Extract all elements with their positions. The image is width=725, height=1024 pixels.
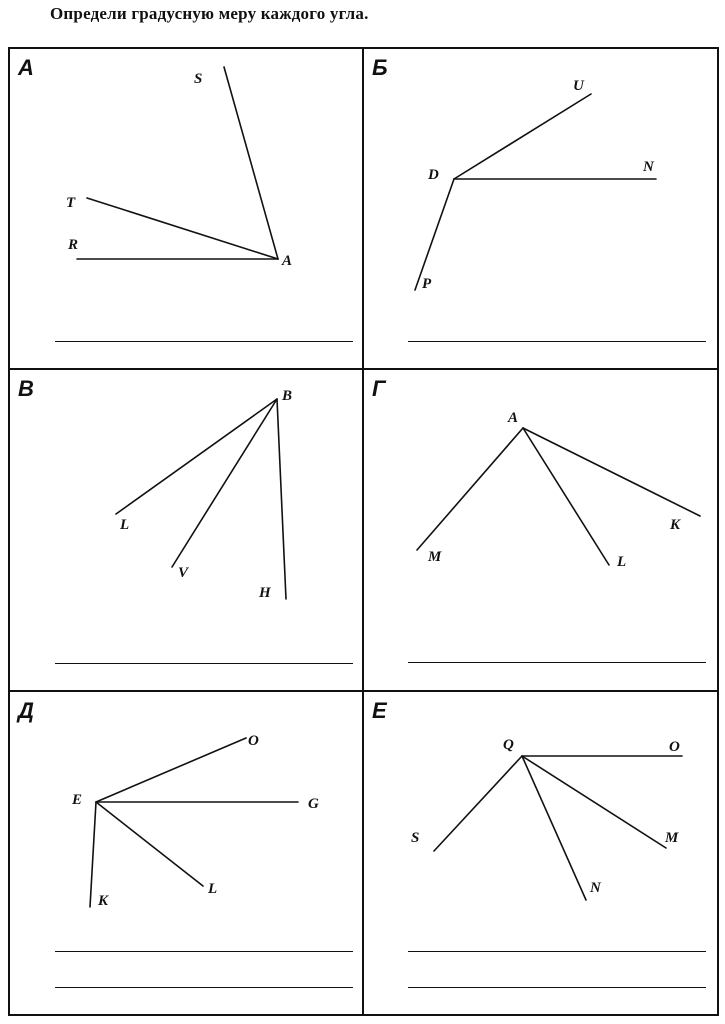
point-label: H (259, 585, 271, 601)
cell-a (10, 49, 364, 370)
point-label: A (508, 410, 519, 426)
point-label: G (308, 796, 319, 812)
cell-letter: Б (372, 55, 388, 80)
point-label: R (68, 237, 79, 253)
ray-qn (522, 756, 586, 900)
cell-letter: Е (372, 698, 387, 723)
angles-grid (8, 47, 719, 1016)
point-label: S (194, 71, 203, 87)
answer-line (408, 662, 706, 663)
ray-bh (277, 399, 286, 599)
ray-ek (90, 802, 96, 907)
answer-line (55, 341, 353, 342)
point-label: M (428, 549, 442, 565)
cell-letter: В (18, 376, 34, 401)
point-label: E (72, 792, 83, 808)
ray-ak (523, 428, 700, 516)
cell-e (364, 692, 719, 1014)
point-label: N (590, 880, 601, 896)
ray-eo (96, 738, 246, 802)
point-label: T (66, 195, 76, 211)
ray-dp (415, 179, 454, 290)
point-label: D (428, 167, 439, 183)
ray-bl (116, 399, 277, 514)
point-label: A (282, 253, 293, 269)
ray-du (454, 94, 591, 179)
angle-figure-v (10, 370, 362, 690)
point-label: L (208, 881, 218, 897)
cell-letter: Д (18, 698, 34, 723)
point-label: K (98, 893, 109, 909)
point-label: L (617, 554, 627, 570)
point-label: V (178, 565, 189, 581)
angle-figure-g (364, 370, 719, 690)
point-label: K (670, 517, 681, 533)
answer-line (408, 341, 706, 342)
point-label: U (573, 78, 584, 94)
ray-at (87, 198, 278, 259)
point-label: M (665, 830, 679, 846)
ray-am (417, 428, 523, 550)
cell-b (364, 49, 719, 370)
angle-figure-a (10, 49, 362, 368)
cell-v (10, 370, 364, 692)
answer-line (408, 987, 706, 988)
point-label: B (282, 388, 293, 404)
answer-line (55, 951, 353, 952)
ray-el (96, 802, 203, 886)
instruction-text: Определи градусную меру каждого угла. (50, 4, 369, 23)
ray-qs (434, 756, 522, 851)
point-label: O (669, 739, 680, 755)
point-label: P (422, 276, 432, 292)
cell-letter: Г (372, 376, 386, 401)
point-label: Q (503, 737, 514, 753)
angle-figure-d (10, 692, 362, 1012)
point-label: L (120, 517, 130, 533)
ray-bv (172, 399, 277, 567)
answer-line (55, 987, 353, 988)
cell-letter: А (18, 55, 34, 80)
point-label: N (643, 159, 654, 175)
angle-figure-e (364, 692, 719, 1012)
answer-line (55, 663, 353, 664)
point-label: S (411, 830, 420, 846)
point-label: O (248, 733, 259, 749)
ray-as (224, 67, 278, 259)
cell-g (364, 370, 719, 692)
ray-qm (522, 756, 666, 848)
answer-line (408, 951, 706, 952)
cell-d (10, 692, 364, 1014)
angle-figure-b (364, 49, 719, 368)
